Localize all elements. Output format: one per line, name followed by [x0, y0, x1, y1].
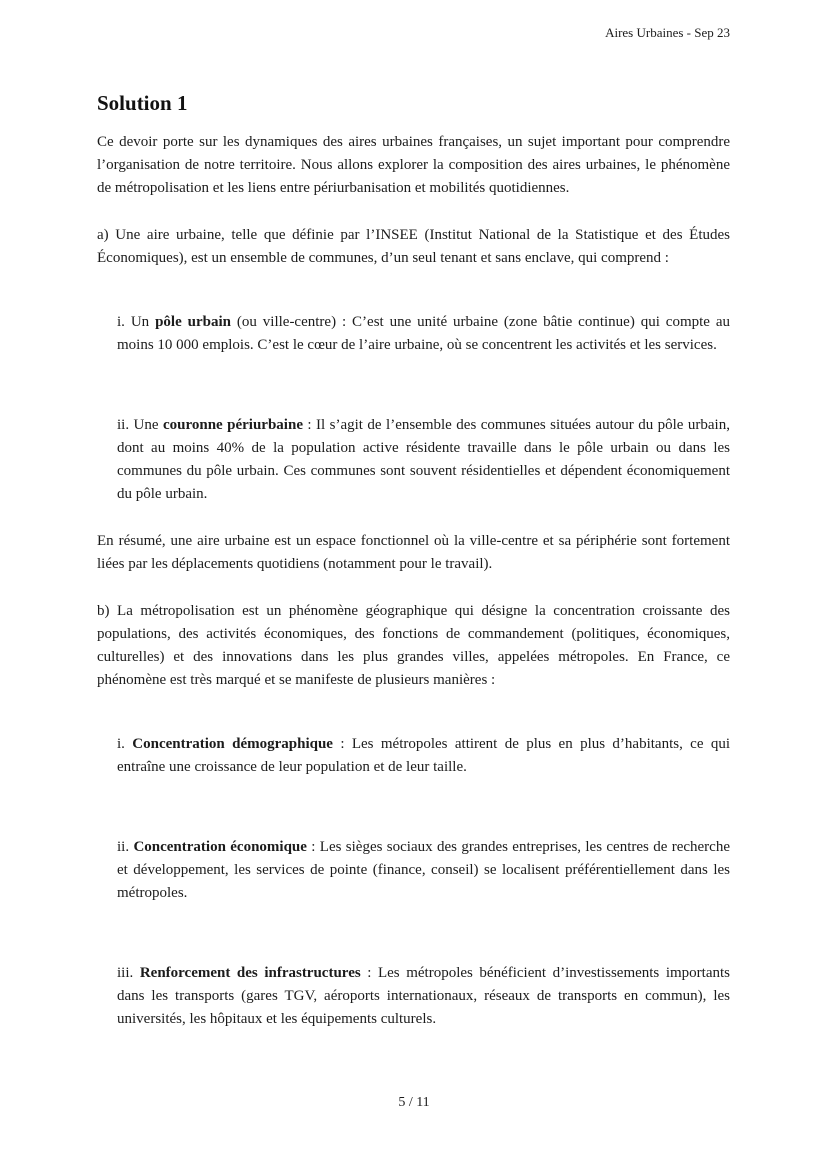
bold-text: couronne périurbaine [162, 417, 303, 433]
paragraph [97, 224, 730, 270]
paragraph [97, 131, 730, 200]
text-run: : Les sièges sociaux des grandes entreprises, les centres de recherche et développement, les services de pointe (finance, conseil) se localisent préférentiellement dans les métropoles. [117, 839, 730, 901]
bold-text: Concentration économique [133, 839, 307, 855]
page-number: 5 / 11 [398, 1095, 430, 1110]
bold-text: Concentration démographique [132, 736, 333, 752]
quote-item [117, 733, 730, 779]
page-footer [0, 1094, 828, 1112]
text-run: ii. Une [117, 417, 163, 433]
paragraph [97, 600, 730, 692]
text-run: En résumé, une aire urbaine est un espace fonctionnel où la ville-centre et sa périphérie sont fortement liées par les déplacements quotidiens (notamment pour le travail). [97, 533, 730, 572]
quote-item [117, 962, 730, 1031]
bold-text: Renforcement des infrastructures [139, 965, 361, 981]
quote-item [117, 311, 730, 357]
document-title: Solution 1 [97, 91, 188, 115]
header-text: Aires Urbaines - Sep 23 [605, 25, 730, 40]
text-run: a) Une aire urbaine, telle que définie par l’INSEE (Institut National de la Statistique et des Études Économiques), est un ensemble de communes, d’un seul tenant et sans enclave, qui comprend : [97, 227, 730, 266]
text-run: (ou ville-centre) : C’est une unité urbaine (zone bâtie continue) qui compte au moins 10 000 emplois. C’est le cœur de l’aire urbaine, où se concentrent les activités et les services. [117, 314, 730, 353]
text-run: i. Un [117, 314, 156, 330]
text-run: ii. [117, 839, 134, 855]
paragraph [97, 530, 730, 576]
quote-item [117, 836, 730, 905]
text-run: : Les métropoles bénéficient d’investissements importants dans les transports (gares TGV, aéroports internationaux, réseaux de transports en commun), les universités, les hôpitaux et les équipements culturels. [117, 965, 730, 1027]
text-run: iii. [117, 965, 140, 981]
text-run: : Les métropoles attirent de plus en plus d’habitants, ce qui entraîne une croissance de leur population et de leur taille. [117, 736, 731, 775]
text-run: i. [117, 736, 133, 752]
bold-text: pôle urbain [155, 314, 231, 330]
text-run: b) La métropolisation est un phénomène géographique qui désigne la concentration croissante des populations, des activités économiques, des fonctions de commandement (politiques, économiques, culturelles) et des innovations dans les plus grandes villes, appelées métropoles. En France, ce phénomène est très marqué et se manifeste de plusieurs manières : [97, 603, 730, 688]
text-run: Ce devoir porte sur les dynamiques des aires urbaines françaises, un sujet important pour comprendre l’organisation de notre territoire. Nous allons explorer la composition des aires urbaines, le phénomène de métropolisation et les liens entre périurbanisation et mobilités quotidiennes. [97, 134, 730, 196]
page-header [605, 25, 730, 41]
text-run: : Il s’agit de l’ensemble des communes situées autour du pôle urbain, dont au moins 40% de la population active résidente travaille dans le pôle urbain ou dans les communes du pôle urbain. Ces communes sont souvent résidentielles et dépendent économiquement du pôle urbain. [117, 417, 730, 502]
document-body [97, 131, 730, 1031]
quote-item [117, 414, 730, 506]
